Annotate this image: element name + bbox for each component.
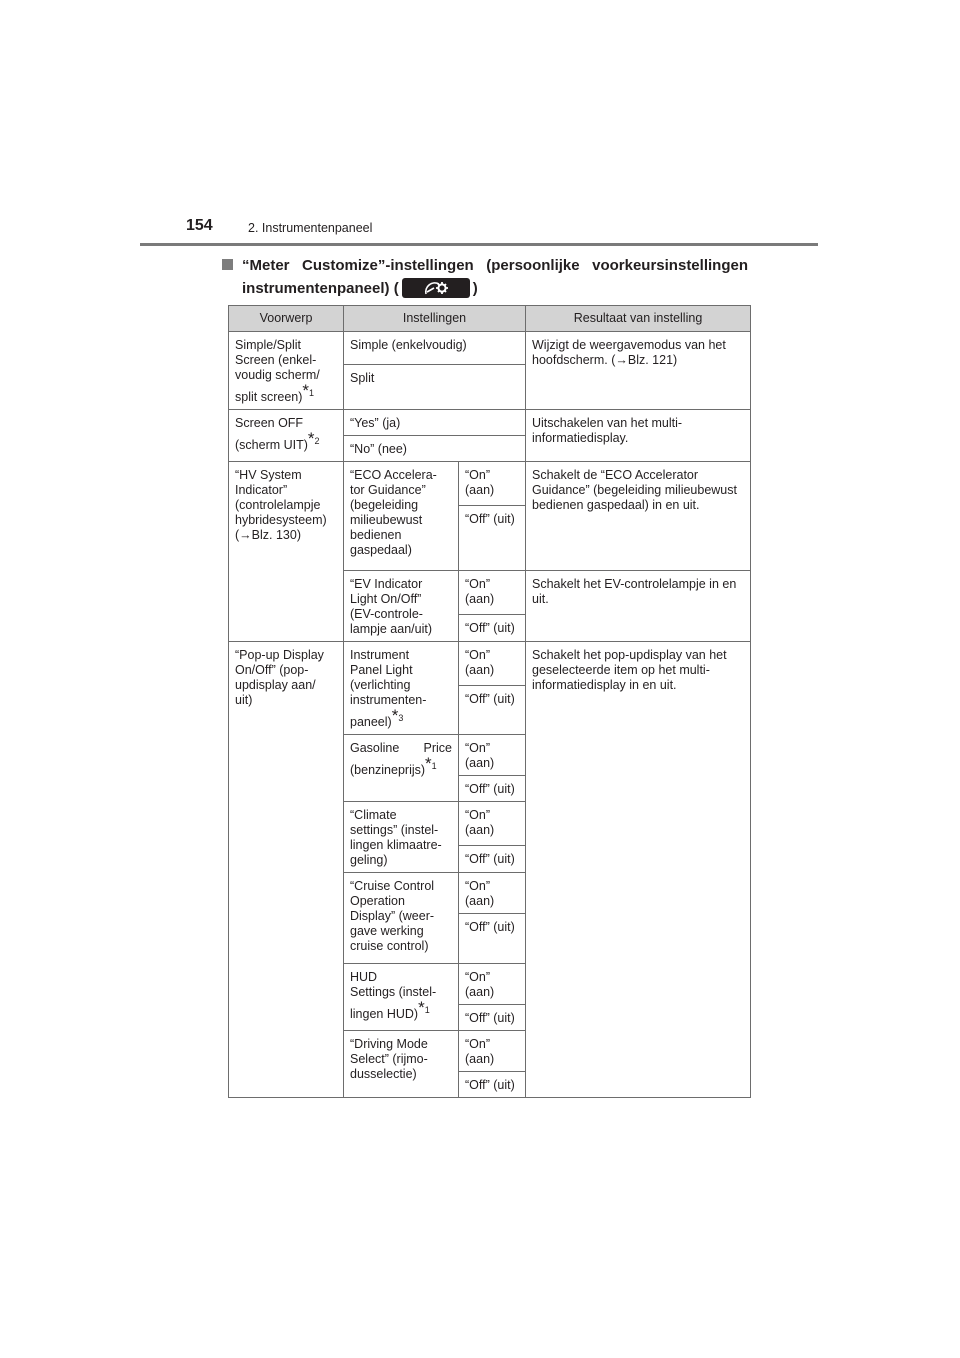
option-text: (aan) — [465, 663, 495, 678]
setting-text: bedienen — [350, 528, 402, 543]
result-screen-off: Uitschakelen van het multi-informatiedisplay. — [526, 410, 751, 462]
setting-text: Operation — [350, 894, 405, 909]
setting-text: Panel Light — [350, 663, 413, 678]
option-text: “On” — [465, 970, 490, 985]
footnote-star: * — [425, 754, 432, 774]
option-off: “Off” (uit) — [459, 776, 526, 802]
setting-text: gaspedaal) — [350, 543, 412, 558]
option-on — [459, 462, 526, 506]
option-text: “On” — [465, 1037, 490, 1052]
option-off: “Off” (uit) — [459, 1005, 526, 1031]
item-text: Screen (enkel- — [235, 353, 317, 367]
setting-text: (EV-controle- — [350, 607, 423, 622]
heading-line-2-text: instrumentenpaneel) ( — [242, 280, 399, 297]
setting-text: Instrument — [350, 648, 410, 663]
setting-no: “No” (nee) — [344, 436, 526, 462]
column-header-settings: Instellingen — [344, 306, 526, 332]
setting-text: lampje aan/uit) — [350, 622, 432, 637]
footnote-star: * — [302, 381, 310, 400]
column-header-result: Resultaat van instelling — [526, 306, 751, 332]
table-header-row — [229, 306, 751, 332]
item-text: uit) — [235, 693, 253, 708]
setting-climate — [344, 802, 459, 873]
item-text: On/Off” (pop- — [235, 663, 309, 678]
option-off: “Off” (uit) — [459, 914, 526, 964]
footnote-number: 3 — [398, 713, 404, 724]
setting-ev-indicator — [344, 571, 459, 642]
item-text: Indicator” — [235, 483, 288, 498]
item-text: Screen OFF — [235, 416, 304, 431]
setting-text: (benzineprijs) — [350, 763, 426, 778]
option-on — [459, 873, 526, 914]
setting-gasoline-price — [344, 735, 459, 802]
result-popup-display: Schakelt het pop-updisplay van het geselecteerde item op het multi-informatiedisplay in en uit. — [526, 642, 751, 1098]
setting-text: (verlichting — [350, 678, 411, 693]
section-title: 2. Instrumentenpaneel — [248, 221, 373, 235]
footnote-number: 1 — [309, 388, 315, 398]
setting-text: “Climate — [350, 808, 397, 823]
heading-line-2-close: ) — [472, 280, 478, 297]
meter-customize-icon — [402, 278, 470, 298]
option-text: “On” — [465, 468, 490, 483]
footnote-marker — [391, 706, 404, 726]
result-simple-split — [526, 332, 751, 410]
option-off: “Off” (uit) — [459, 1072, 526, 1098]
footnote-marker — [425, 754, 437, 774]
result-text: Wijzigt de weergavemodus van het hoofdscherm. ( — [532, 338, 726, 367]
item-text: voudig scherm/ — [235, 368, 320, 382]
item-text: (controlelampje — [235, 498, 321, 513]
table-row — [229, 642, 751, 686]
item-hv-system: “HV System Indicator” (controlelampje hybridesysteem) (→Blz. 130) — [229, 462, 344, 642]
heading-line-2 — [242, 277, 478, 300]
option-text: (aan) — [465, 756, 495, 771]
option-text: “On” — [465, 879, 490, 894]
setting-text: lingen klimaatre- — [350, 838, 442, 853]
footnote-marker — [418, 998, 430, 1018]
arrow-right-icon: → — [615, 353, 628, 367]
setting-text: “Cruise Control — [350, 879, 435, 894]
item-text: hybridesysteem) — [235, 513, 327, 528]
footnote-number: 1 — [424, 1005, 430, 1016]
option-off: “Off” (uit) — [459, 506, 526, 571]
setting-text: (begeleiding — [350, 498, 419, 513]
footnote-number: 2 — [314, 436, 320, 447]
item-screen-off — [229, 410, 344, 462]
option-text: (aan) — [465, 823, 495, 838]
item-text: updisplay aan/ — [235, 678, 316, 693]
page-reference: Blz. 121) — [627, 353, 678, 367]
heading-line-1: “Meter Customize”-instellingen (persoonlijke voorkeursinstellingen — [242, 257, 748, 274]
setting-text: Select” (rijmo- — [350, 1052, 428, 1067]
footnote-marker — [307, 429, 320, 449]
result-eco-guidance: Schakelt de “ECO Accelerator Guidance” (begeleiding milieubewust bedienen gaspedaal) in en uit. — [526, 462, 751, 571]
settings-table — [228, 305, 751, 1098]
option-on — [459, 735, 526, 776]
setting-text: “EV Indicator — [350, 577, 423, 592]
option-text: “On” — [465, 741, 490, 756]
setting-text: Light On/Off” — [350, 592, 422, 607]
setting-text: Settings (instel- — [350, 985, 437, 1000]
option-text: (aan) — [465, 1052, 495, 1067]
setting-text: Display” (weer- — [350, 909, 435, 924]
header-rule — [140, 243, 818, 246]
setting-simple: Simple (enkelvoudig) — [344, 332, 526, 365]
setting-text: dusselectie) — [350, 1067, 417, 1082]
footnote-star: * — [418, 998, 425, 1018]
option-on — [459, 571, 526, 615]
item-text: (scherm UIT) — [235, 438, 308, 453]
option-text: “On” — [465, 577, 490, 592]
setting-text: instrumenten- — [350, 693, 427, 708]
setting-text: cruise control) — [350, 939, 429, 954]
table-row — [229, 410, 751, 436]
table-row — [229, 332, 751, 365]
square-bullet-icon — [222, 259, 233, 270]
option-text: “On” — [465, 648, 490, 663]
footnote-marker — [302, 381, 315, 400]
setting-text: paneel) — [350, 715, 392, 730]
option-on — [459, 964, 526, 1005]
setting-text: geling) — [350, 853, 388, 868]
setting-text: tor Guidance” — [350, 483, 426, 498]
setting-text: “ECO Accelera- — [350, 468, 437, 483]
column-header-item: Voorwerp — [229, 306, 344, 332]
setting-text: settings” (instel- — [350, 823, 439, 838]
option-text: (aan) — [465, 592, 495, 607]
setting-text: HUD — [350, 970, 378, 985]
setting-split: Split — [344, 365, 526, 410]
table-row — [229, 462, 751, 506]
setting-text: Gasoline Price — [350, 741, 452, 756]
page-number: 154 — [186, 217, 213, 234]
setting-cruise-control — [344, 873, 459, 964]
setting-eco-guidance — [344, 462, 459, 571]
setting-instrument-panel-light — [344, 642, 459, 735]
item-popup-display — [229, 642, 344, 1098]
setting-text: “Driving Mode — [350, 1037, 428, 1052]
setting-hud — [344, 964, 459, 1031]
option-on — [459, 1031, 526, 1072]
footnote-star: * — [307, 429, 315, 449]
item-text: “Pop-up Display — [235, 648, 324, 663]
setting-yes: “Yes” (ja) — [344, 410, 526, 436]
footnote-number: 1 — [431, 761, 437, 772]
option-text: “On” — [465, 808, 490, 823]
option-text: (aan) — [465, 894, 495, 909]
option-off: “Off” (uit) — [459, 615, 526, 642]
option-text: (aan) — [465, 483, 495, 498]
setting-text: milieubewust — [350, 513, 423, 528]
page-reference: Blz. 130) — [251, 528, 302, 543]
setting-driving-mode — [344, 1031, 459, 1098]
option-text: (aan) — [465, 985, 495, 1000]
option-on — [459, 642, 526, 686]
result-ev-indicator: Schakelt het EV-controlelampje in en uit. — [526, 571, 751, 642]
item-text: Simple/Split — [235, 338, 301, 352]
setting-text: gave werking — [350, 924, 424, 939]
option-on — [459, 802, 526, 846]
item-text: “HV System — [235, 468, 302, 483]
item-text: split screen) — [235, 390, 303, 405]
arrow-right-icon: → — [239, 528, 252, 543]
option-off: “Off” (uit) — [459, 686, 526, 735]
setting-text: lingen HUD) — [350, 1007, 419, 1022]
option-off: “Off” (uit) — [459, 846, 526, 873]
item-simple-split — [229, 332, 344, 410]
footnote-star: * — [391, 706, 399, 726]
